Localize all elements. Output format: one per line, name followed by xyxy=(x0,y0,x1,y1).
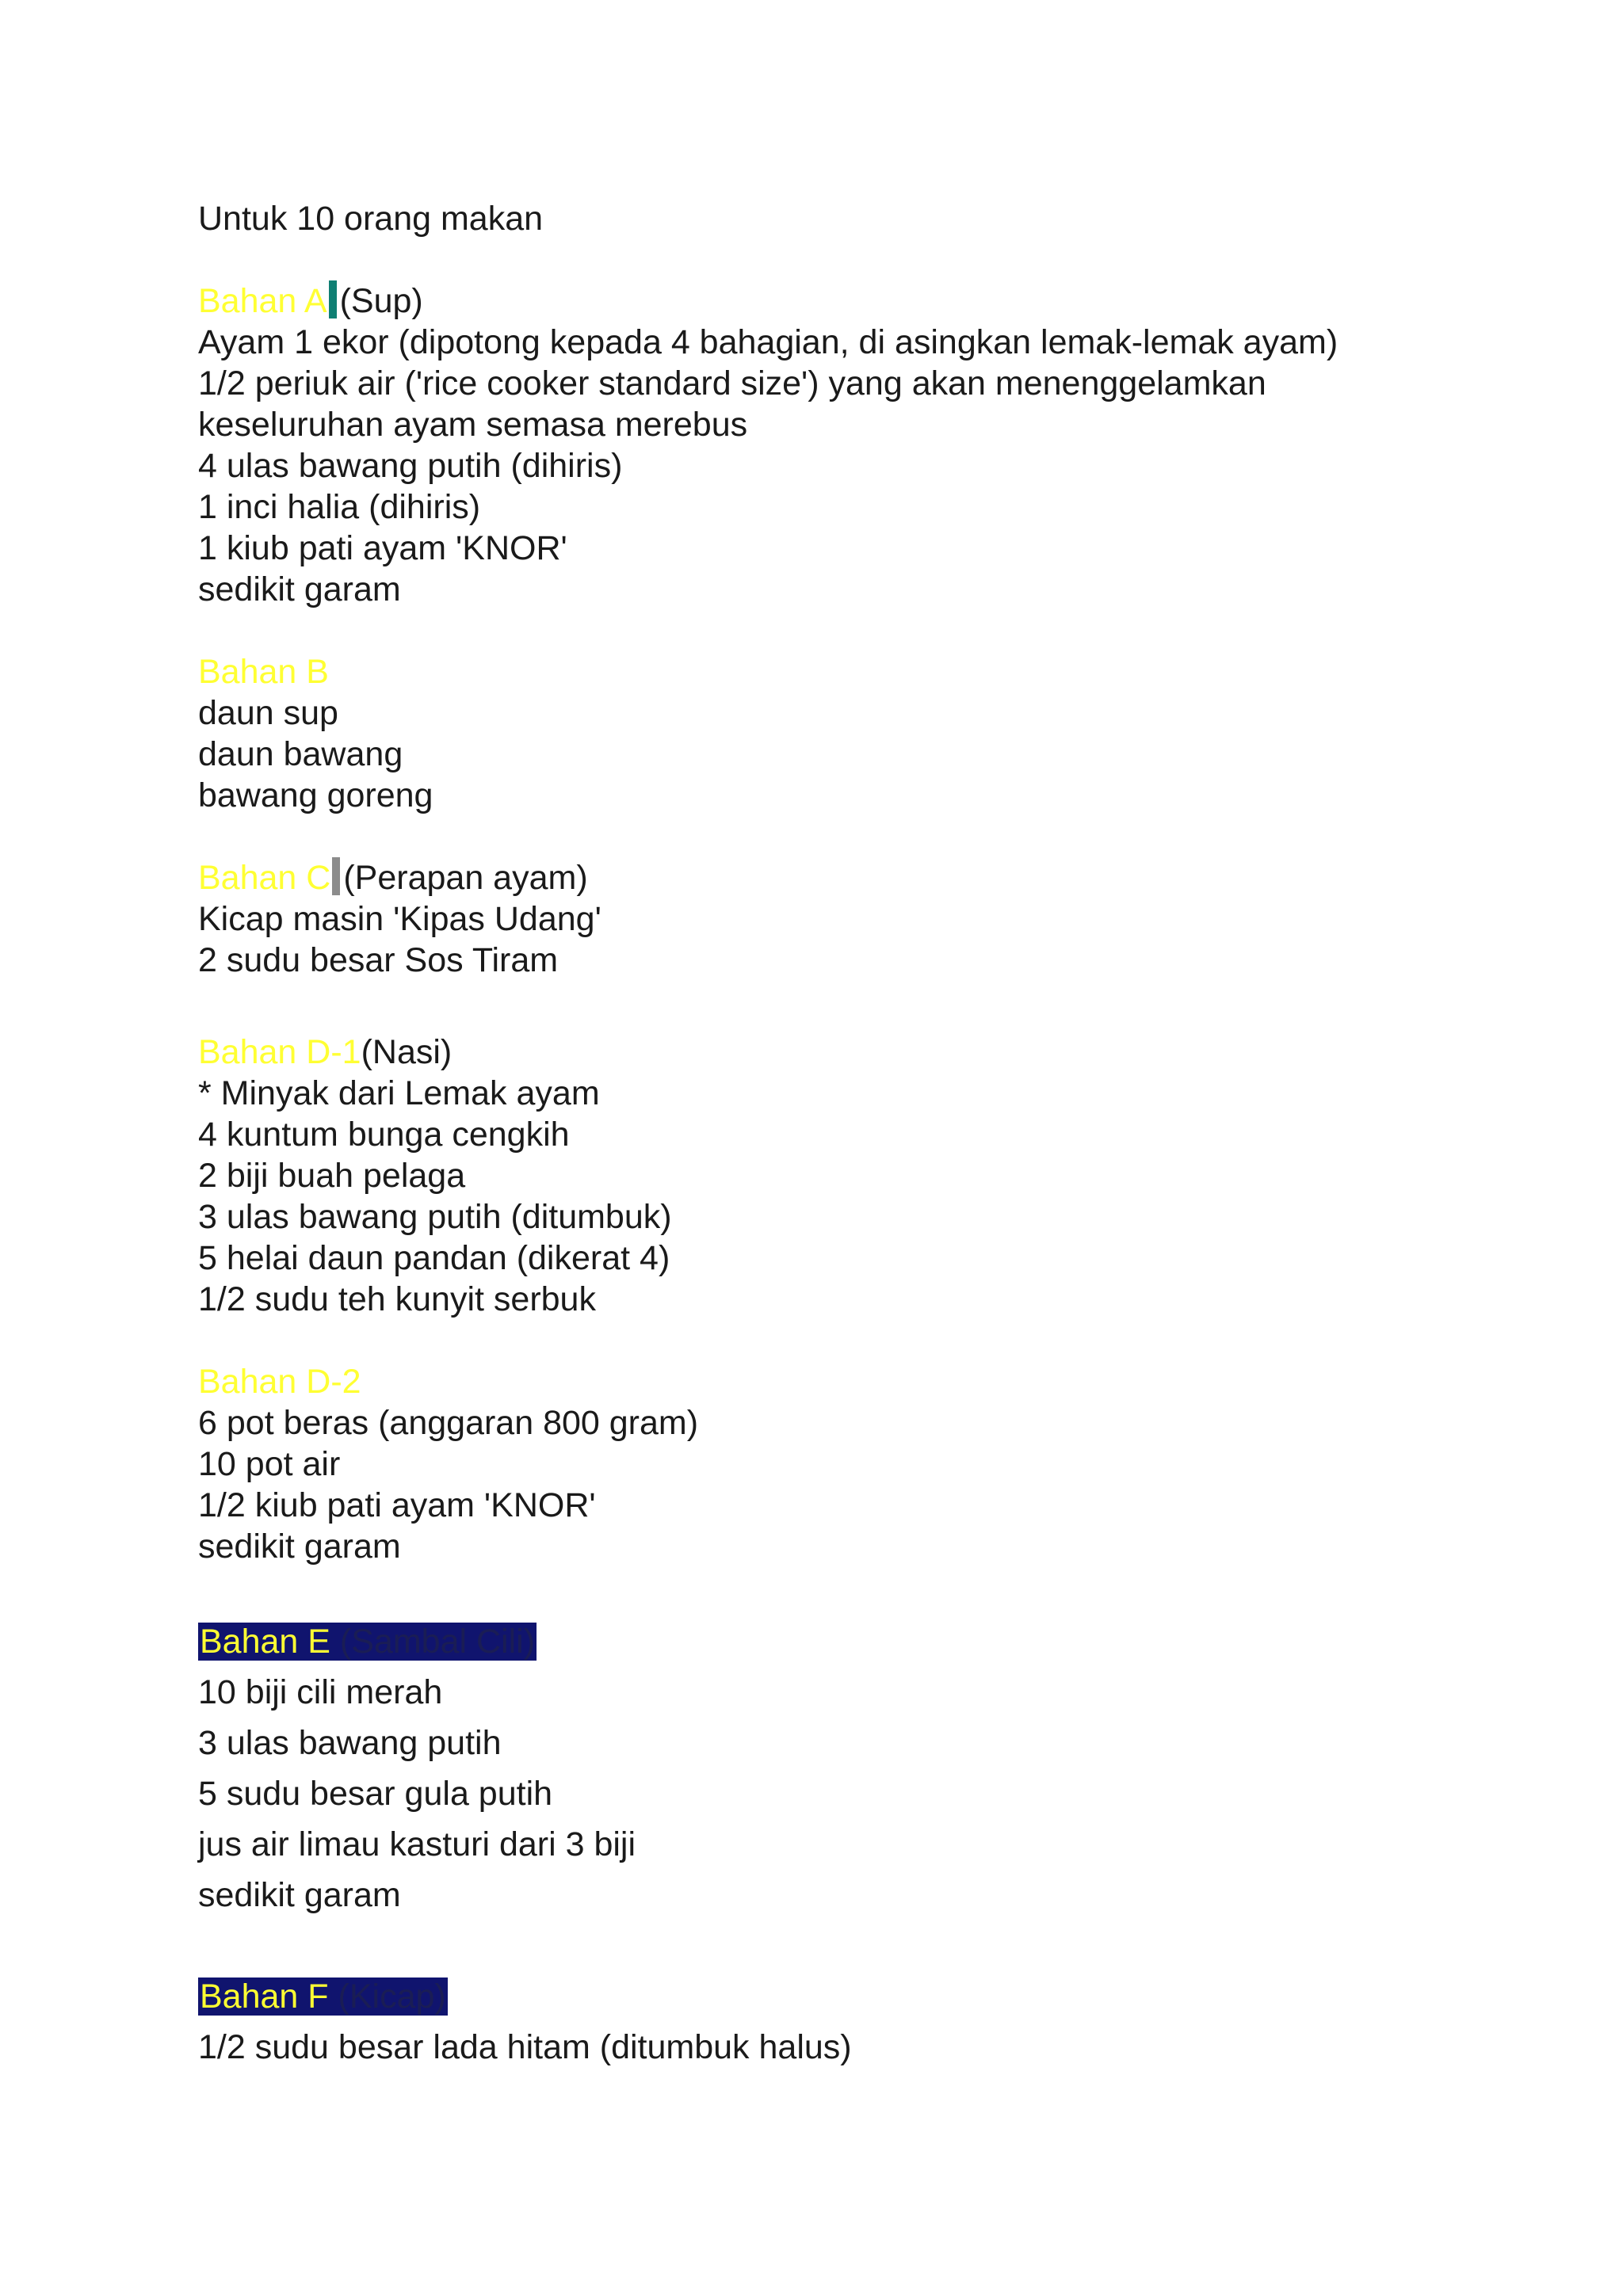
section-a-label: Bahan A xyxy=(198,282,327,320)
section-c-note: (Perapan ayam) xyxy=(343,859,588,897)
list-item: 6 pot beras (anggaran 800 gram) xyxy=(198,1404,699,1442)
list-item: * Minyak dari Lemak ayam xyxy=(198,1074,600,1112)
section-d1-note: (Nasi) xyxy=(361,1033,453,1071)
intro-line: Untuk 10 orang makan xyxy=(198,200,544,238)
section-a-heading xyxy=(198,280,423,322)
list-item: 10 biji cili merah xyxy=(198,1673,443,1711)
section-f-label: Bahan F xyxy=(200,1978,329,2016)
section-c-label: Bahan C xyxy=(198,859,331,897)
list-item: daun bawang xyxy=(198,735,403,773)
list-item: 1/2 kiub pati ayam 'KNOR' xyxy=(198,1486,596,1524)
list-item: 1/2 periuk air ('rice cooker standard size') yang akan menenggelamkan xyxy=(198,364,1266,402)
list-item: 5 helai daun pandan (dikerat 4) xyxy=(198,1239,670,1277)
list-item: 4 kuntum bunga cengkih xyxy=(198,1116,570,1154)
section-a-note: (Sup) xyxy=(339,282,423,320)
list-item: 3 ulas bawang putih (ditumbuk) xyxy=(198,1198,672,1236)
list-item: 1 inci halia (dihiris) xyxy=(198,488,481,526)
list-item: 4 ulas bawang putih (dihiris) xyxy=(198,447,623,485)
list-item: 1 kiub pati ayam 'KNOR' xyxy=(198,529,567,567)
section-e-note: (Sambal Cili) xyxy=(339,1623,536,1661)
list-item: sedikit garam xyxy=(198,1876,401,1914)
list-item: Ayam 1 ekor (dipotong kepada 4 bahagian, di asingkan lemak-lemak ayam) xyxy=(198,323,1338,361)
section-d2-heading: Bahan D-2 xyxy=(198,1363,361,1401)
list-item: daun sup xyxy=(198,694,338,732)
list-item: Kicap masin 'Kipas Udang' xyxy=(198,900,601,938)
list-item: 1/2 sudu besar lada hitam (ditumbuk halus) xyxy=(198,2028,852,2066)
section-f-highlight xyxy=(198,1978,448,2016)
list-item: bawang goreng xyxy=(198,776,433,814)
section-e-heading xyxy=(198,1621,537,1662)
section-d1-label: Bahan D-1 xyxy=(198,1033,361,1071)
list-item: 2 biji buah pelaga xyxy=(198,1157,466,1195)
section-c-heading xyxy=(198,857,588,898)
text-cursor xyxy=(329,280,337,318)
list-item: keseluruhan ayam semasa merebus xyxy=(198,406,748,444)
list-item: 2 sudu besar Sos Tiram xyxy=(198,941,559,979)
list-item: 1/2 sudu teh kunyit serbuk xyxy=(198,1280,596,1318)
section-e-label: Bahan E xyxy=(200,1623,330,1661)
section-e-highlight xyxy=(198,1623,537,1661)
section-d1-heading xyxy=(198,1032,452,1073)
text-cursor xyxy=(332,857,340,895)
list-item: 10 pot air xyxy=(198,1445,341,1483)
section-b-heading: Bahan B xyxy=(198,653,329,691)
section-f-heading xyxy=(198,1976,448,2017)
list-item: jus air limau kasturi dari 3 biji xyxy=(198,1825,636,1863)
list-item: sedikit garam xyxy=(198,1527,401,1566)
section-f-note: (Kicap) xyxy=(338,1978,446,2016)
list-item: sedikit garam xyxy=(198,570,401,608)
list-item: 3 ulas bawang putih xyxy=(198,1724,502,1762)
list-item: 5 sudu besar gula putih xyxy=(198,1775,553,1813)
